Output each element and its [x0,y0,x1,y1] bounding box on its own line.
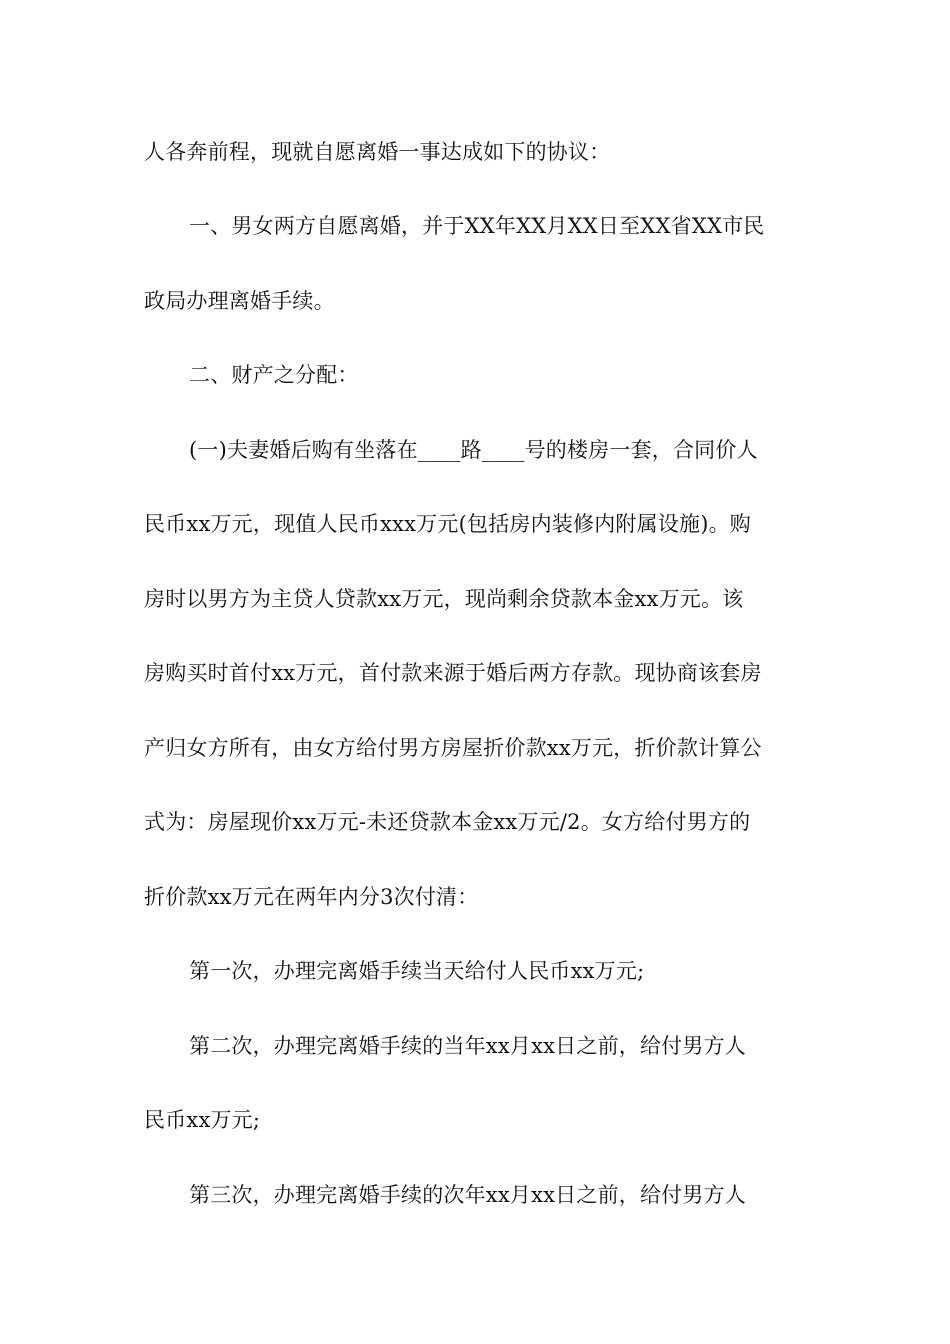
text-line: 人各奔前程，现就自愿离婚一事达成如下的协议： [144,140,611,164]
text-line: 折价款xx万元在两年内分3次付清： [144,885,479,909]
text-line: 政局办理离婚手续。 [144,289,335,313]
text-line: 房时以男方为主贷人贷款xx万元，现尚剩余贷款本金xx万元。该 [144,587,744,611]
text-line: 产归女方所有，由女方给付男方房屋折价款xx万元，折价款计算公 [144,736,762,760]
payment-item: 第二次，办理完离婚手续的当年xx月xx日之前，给付男方人 [189,1034,746,1058]
section-heading: 二、财产之分配： [189,363,359,387]
text-line: 房购买时首付xx万元，首付款来源于婚后两方存款。现协商该套房 [144,661,762,685]
payment-item: 第三次，办理完离婚手续的次年xx月xx日之前，给付男方人 [189,1183,746,1207]
clause-heading: 一、男女两方自愿离婚，并于XX年XX月XX日至XX省XX市民 [189,214,765,238]
clause-heading: (一)夫妻婚后购有坐落在____路____号的楼房一套，合同价人 [189,438,758,462]
text-line: 民币xx万元; [144,1108,261,1132]
payment-item: 第一次，办理完离婚手续当天给付人民币xx万元; [189,959,645,983]
text-line: 式为：房屋现价xx万元-未还贷款本金xx万元/2。女方给付男方的 [144,810,751,834]
text-line: 民币xx万元，现值人民币xxx万元(包括房内装修内附属设施)。购 [144,512,751,536]
